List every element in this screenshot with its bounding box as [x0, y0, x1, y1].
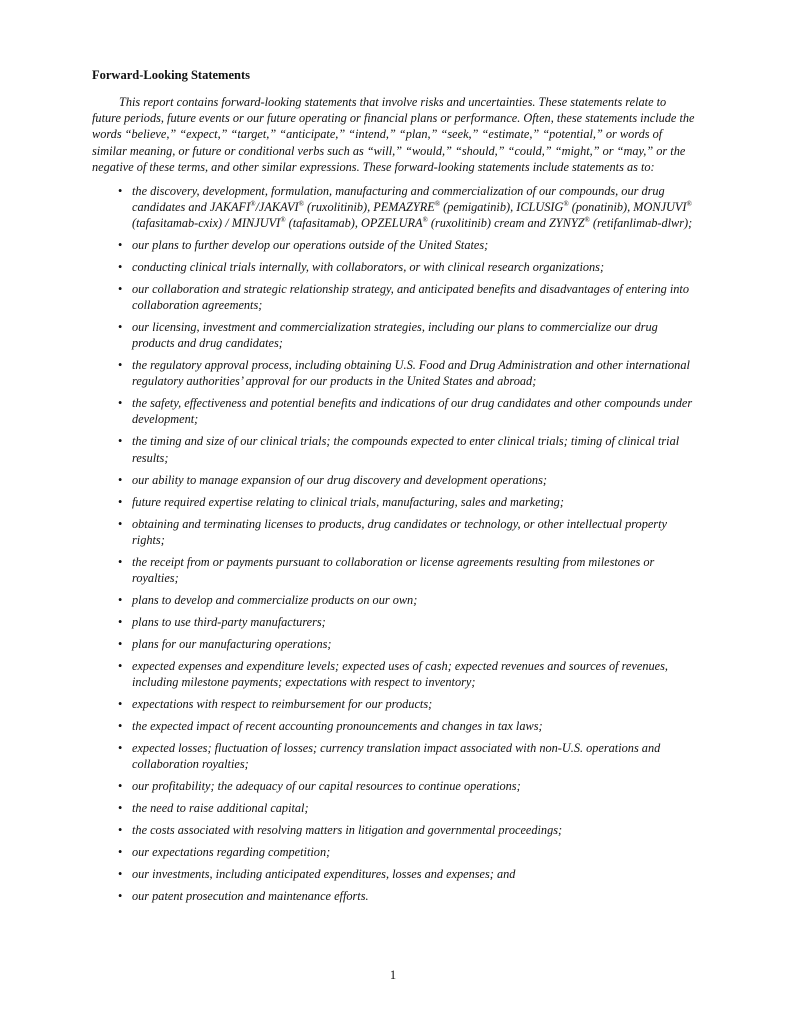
intro-paragraph: This report contains forward-looking statements that involve risks and uncertainties. These statements relate to future periods, future events or our future operating or financial plans or performance. Often, these statements include the words “believe,” “expect,” “target,” “anticipate,” “intend,” “plan,” “seek,” “estimate,” “potential,” or words of similar meaning, or future or conditional verbs such as “will,” “would,” “should,” “could,” “might,” or “may,” or the negative of these terms, and other similar expressions. These forward-looking statements include statements as to:	[92, 95, 695, 174]
list-item: • obtaining and terminating licenses to products, drug candidates or technology, or other intellectual property rights;	[118, 516, 667, 547]
list-item: • our expectations regarding competition;	[118, 844, 331, 859]
bullet-icon: •	[118, 358, 123, 373]
list-item: • the discovery, development, formulation, manufacturing and commercialization of our compounds, our drug candidates and JAKAFI®/JAKAVI® (ruxolitinib), PEMAZYRE® (pemigatinib), ICLUSIG® (ponatinib), MONJUVI® (tafasitamab-cxix) / MINJUVI® (tafasitamab), OPZELURA® (ruxolitinib) cream and ZYNYZ® (retifanlimab-dlwr);	[118, 184, 693, 231]
list-item: • our patent prosecution and maintenance efforts.	[118, 888, 369, 903]
list-item: • our investments, including anticipated expenditures, losses and expenses; and	[118, 866, 516, 881]
list-item: • our profitability; the adequacy of our capital resources to continue operations;	[118, 778, 521, 793]
list-item: • our ability to manage expansion of our drug discovery and development operations;	[118, 472, 547, 487]
bullet-icon: •	[118, 238, 123, 253]
bullet-icon: •	[118, 740, 123, 755]
bullet-icon: •	[118, 778, 123, 793]
bullet-icon: •	[118, 696, 123, 711]
bullet-icon: •	[118, 636, 123, 651]
bullet-icon: •	[118, 554, 123, 569]
list-item: • expected expenses and expenditure levels; expected uses of cash; expected revenues and sources of revenues, including milestone payments; expectations with respect to inventory;	[118, 658, 668, 689]
list-item: • our licensing, investment and commercialization strategies, including our plans to commercialize our drug products and drug candidates;	[118, 320, 658, 351]
list-item: • the regulatory approval process, including obtaining U.S. Food and Drug Administration and other international regulatory authorities’ approval for our products in the United States and abroad;	[118, 358, 690, 389]
bullet-icon: •	[118, 800, 123, 815]
bullet-icon: •	[118, 494, 123, 509]
list-item: • expected losses; fluctuation of losses; currency translation impact associated with non-U.S. operations and collaboration royalties;	[118, 740, 661, 771]
list-item: • future required expertise relating to clinical trials, manufacturing, sales and marketing;	[118, 494, 564, 509]
bullet-icon: •	[118, 282, 123, 297]
section-heading: Forward-Looking Statements	[92, 68, 250, 82]
page-number: 1	[389, 968, 397, 982]
bullet-icon: •	[118, 592, 123, 607]
bullet-icon: •	[118, 822, 123, 837]
bullet-list	[92, 183, 698, 904]
list-item: • the receipt from or payments pursuant to collaboration or license agreements resulting from milestones or royalties;	[118, 554, 655, 585]
bullet-icon: •	[118, 866, 123, 881]
list-item: • the need to raise additional capital;	[118, 800, 309, 815]
list-item: • plans to develop and commercialize products on our own;	[118, 592, 418, 607]
list-item: • the expected impact of recent accounting pronouncements and changes in tax laws;	[118, 718, 543, 733]
list-item: • our collaboration and strategic relationship strategy, and anticipated benefits and disadvantages of entering into collaboration agreements;	[118, 282, 689, 313]
bullet-icon: •	[118, 320, 123, 335]
bullet-icon: •	[118, 184, 123, 199]
bullet-icon: •	[118, 472, 123, 487]
list-item: • the safety, effectiveness and potential benefits and indications of our drug candidates and other compounds under development;	[118, 396, 693, 427]
bullet-icon: •	[118, 844, 123, 859]
list-item: • the costs associated with resolving matters in litigation and governmental proceedings;	[118, 822, 563, 837]
bullet-icon: •	[118, 718, 123, 733]
bullet-icon: •	[118, 614, 123, 629]
list-item: • conducting clinical trials internally, with collaborators, or with clinical research organizations;	[118, 260, 605, 275]
list-item: • expectations with respect to reimbursement for our products;	[118, 696, 433, 711]
bullet-icon: •	[118, 658, 123, 673]
bullet-icon: •	[118, 888, 123, 903]
document-page	[92, 67, 698, 910]
bullet-icon: •	[118, 434, 123, 449]
list-item: • plans for our manufacturing operations;	[118, 636, 332, 651]
bullet-icon: •	[118, 516, 123, 531]
list-item: • the timing and size of our clinical trials; the compounds expected to enter clinical trials; timing of clinical trial results;	[118, 434, 680, 465]
bullet-icon: •	[118, 396, 123, 411]
list-item: • our plans to further develop our operations outside of the United States;	[118, 238, 489, 253]
bullet-icon: •	[118, 260, 123, 275]
list-item: • plans to use third-party manufacturers;	[118, 614, 326, 629]
